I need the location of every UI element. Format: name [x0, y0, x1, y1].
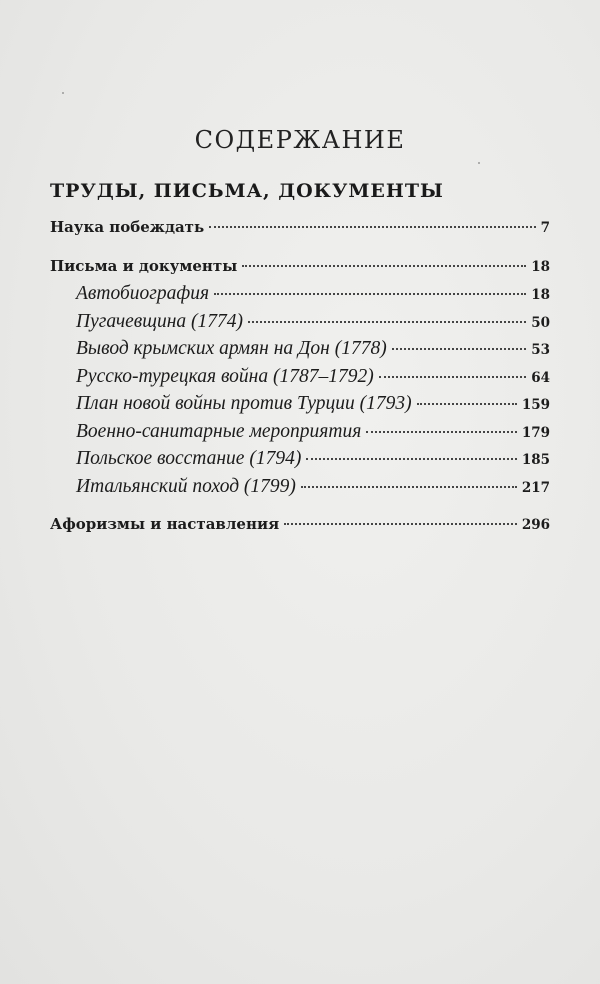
toc-entry-aforizmy[interactable]	[50, 511, 550, 539]
dot-leader	[214, 293, 526, 295]
toc-entry-page: 7	[540, 220, 550, 236]
toc-subentry-vyvod-armyan[interactable]	[50, 335, 550, 363]
dot-leader	[366, 431, 517, 433]
toc-entry-page: 159	[521, 397, 550, 413]
toc-entry-nauka-pobezhdat[interactable]	[50, 214, 550, 242]
toc-entry-page: 217	[521, 479, 550, 496]
toc-subentry-plan-novoy-voyny[interactable]	[50, 390, 550, 418]
toc-entry-title: Вывод крымских армян на Дон (1778)	[76, 338, 387, 359]
toc-entry-title: Пугачевщина (1774)	[76, 310, 244, 332]
dot-leader	[306, 458, 516, 460]
table-of-contents	[50, 214, 550, 539]
toc-heading: СОДЕРЖАНИЕ	[194, 126, 406, 154]
toc-subentry-voenno-sanitarnye[interactable]	[50, 418, 550, 446]
toc-entry-page: 64	[531, 369, 550, 386]
toc-entry-page: 18	[531, 258, 550, 275]
toc-entry-title: Афоризмы и наставления	[50, 515, 280, 533]
dot-leader	[379, 376, 526, 378]
toc-subentry-russko-turetskaya-voyna[interactable]	[50, 363, 550, 391]
dot-leader	[248, 321, 526, 323]
toc-subentry-italyanskiy-pokhod[interactable]	[50, 473, 550, 501]
toc-subentry-avtobiografiya[interactable]	[50, 280, 550, 308]
toc-entry-page: 53	[531, 342, 550, 358]
dot-leader	[417, 403, 517, 405]
dot-leader	[242, 265, 526, 267]
toc-entry-title: Наука побеждать	[50, 218, 205, 236]
toc-entry-page: 50	[531, 314, 550, 331]
toc-entry-page: 179	[521, 424, 550, 441]
page-speck	[478, 162, 480, 164]
toc-entry-title: Письма и документы	[50, 256, 238, 275]
toc-entry-pisma-i-dokumenty[interactable]	[50, 253, 550, 281]
toc-entry-title: Русско-турецкая война (1787–1792)	[76, 365, 374, 387]
dot-leader	[209, 226, 535, 228]
page-speck	[62, 92, 64, 94]
toc-entry-page: 185	[521, 452, 550, 468]
toc-entry-title: Польское восстание (1794)	[76, 448, 302, 469]
toc-entry-title: План новой войны против Турции (1793)	[76, 393, 412, 414]
toc-entry-title: Автобиография	[76, 283, 210, 304]
toc-entry-title: Военно-санитарные мероприятия	[76, 420, 362, 442]
toc-entry-page: 296	[521, 517, 550, 533]
dot-leader	[301, 486, 517, 488]
toc-entry-page: 18	[531, 287, 550, 303]
dot-leader	[284, 523, 517, 525]
toc-entry-title: Итальянский поход (1799)	[76, 475, 296, 497]
section-title: ТРУДЫ, ПИСЬМА, ДОКУМЕНТЫ	[50, 180, 444, 202]
toc-subentry-pugachevshchina[interactable]	[50, 308, 550, 336]
toc-subentry-polskoe-vosstanie[interactable]	[50, 445, 550, 473]
dot-leader	[392, 348, 526, 350]
